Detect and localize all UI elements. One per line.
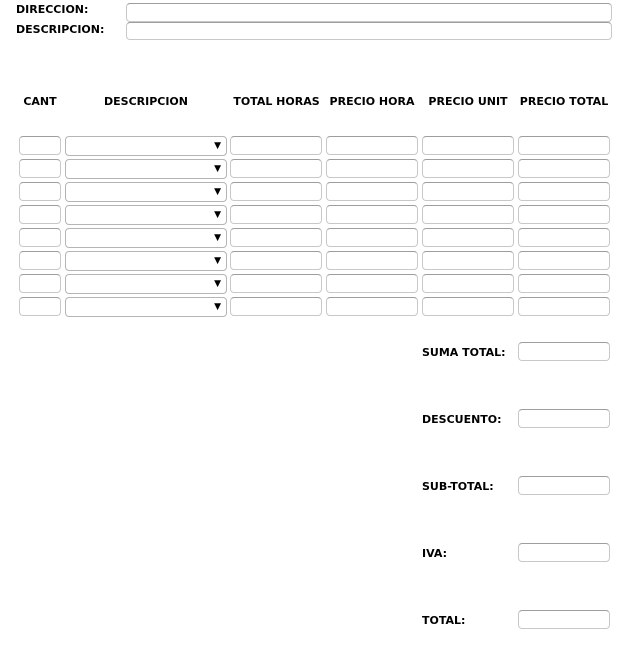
triangle-down-icon[interactable]: ▼ — [214, 279, 221, 289]
triangle-down-icon[interactable]: ▼ — [214, 302, 221, 312]
precio-total-input[interactable] — [518, 159, 610, 178]
precio-hora-input[interactable] — [326, 228, 418, 247]
direccion-input[interactable] — [126, 3, 612, 22]
column-header-descripcion: DESCRIPCION — [104, 95, 188, 108]
total-horas-input[interactable] — [230, 274, 322, 293]
precio-unit-input[interactable] — [422, 251, 514, 270]
descripcion-select[interactable] — [65, 136, 227, 156]
descripcion-select[interactable] — [65, 274, 227, 294]
descuento-label: DESCUENTO: — [422, 413, 502, 426]
total-horas-input[interactable] — [230, 251, 322, 270]
suma-total-input[interactable] — [518, 342, 610, 361]
precio-total-input[interactable] — [518, 297, 610, 316]
descripcion-select[interactable] — [65, 159, 227, 179]
cant-input[interactable] — [19, 205, 61, 224]
cant-input[interactable] — [19, 136, 61, 155]
precio-unit-input[interactable] — [422, 136, 514, 155]
triangle-down-icon[interactable]: ▼ — [214, 187, 221, 197]
precio-unit-input[interactable] — [422, 159, 514, 178]
precio-total-input[interactable] — [518, 182, 610, 201]
descripcion-select[interactable] — [65, 297, 227, 317]
total-horas-input[interactable] — [230, 228, 322, 247]
triangle-down-icon[interactable]: ▼ — [214, 210, 221, 220]
descuento-input[interactable] — [518, 409, 610, 428]
total-horas-input[interactable] — [230, 182, 322, 201]
precio-hora-input[interactable] — [326, 251, 418, 270]
column-header-cant: CANT — [23, 95, 57, 108]
triangle-down-icon[interactable]: ▼ — [214, 164, 221, 174]
precio-unit-input[interactable] — [422, 205, 514, 224]
cant-input[interactable] — [19, 274, 61, 293]
sub-total-label: SUB-TOTAL: — [422, 480, 494, 493]
iva-input[interactable] — [518, 543, 610, 562]
total-horas-input[interactable] — [230, 159, 322, 178]
precio-unit-input[interactable] — [422, 228, 514, 247]
direccion-label: DIRECCION: — [16, 3, 89, 16]
precio-total-input[interactable] — [518, 251, 610, 270]
precio-unit-input[interactable] — [422, 274, 514, 293]
descripcion-select[interactable] — [65, 182, 227, 202]
triangle-down-icon[interactable]: ▼ — [214, 233, 221, 243]
cant-input[interactable] — [19, 297, 61, 316]
precio-hora-input[interactable] — [326, 205, 418, 224]
precio-hora-input[interactable] — [326, 274, 418, 293]
column-header-precio-unit: PRECIO UNIT — [428, 95, 508, 108]
descripcion-select[interactable] — [65, 251, 227, 271]
descripcion-label: DESCRIPCION: — [16, 23, 105, 36]
cant-input[interactable] — [19, 251, 61, 270]
triangle-down-icon[interactable]: ▼ — [214, 141, 221, 151]
precio-hora-input[interactable] — [326, 297, 418, 316]
precio-hora-input[interactable] — [326, 159, 418, 178]
precio-total-input[interactable] — [518, 228, 610, 247]
total-horas-input[interactable] — [230, 297, 322, 316]
suma-total-label: SUMA TOTAL: — [422, 346, 506, 359]
descripcion-select[interactable] — [65, 205, 227, 225]
precio-hora-input[interactable] — [326, 136, 418, 155]
column-header-total-horas: TOTAL HORAS — [233, 95, 320, 108]
precio-unit-input[interactable] — [422, 182, 514, 201]
precio-total-input[interactable] — [518, 136, 610, 155]
sub-total-input[interactable] — [518, 476, 610, 495]
total-label: TOTAL: — [422, 614, 466, 627]
total-horas-input[interactable] — [230, 136, 322, 155]
cant-input[interactable] — [19, 228, 61, 247]
total-input[interactable] — [518, 610, 610, 629]
iva-label: IVA: — [422, 547, 447, 560]
precio-unit-input[interactable] — [422, 297, 514, 316]
descripcion-select[interactable] — [65, 228, 227, 248]
precio-total-input[interactable] — [518, 274, 610, 293]
cant-input[interactable] — [19, 159, 61, 178]
column-header-precio-total: PRECIO TOTAL — [519, 95, 609, 108]
precio-total-input[interactable] — [518, 205, 610, 224]
cant-input[interactable] — [19, 182, 61, 201]
total-horas-input[interactable] — [230, 205, 322, 224]
triangle-down-icon[interactable]: ▼ — [214, 256, 221, 266]
precio-hora-input[interactable] — [326, 182, 418, 201]
column-header-precio-hora: PRECIO HORA — [329, 95, 415, 108]
descripcion-input[interactable] — [126, 22, 612, 40]
